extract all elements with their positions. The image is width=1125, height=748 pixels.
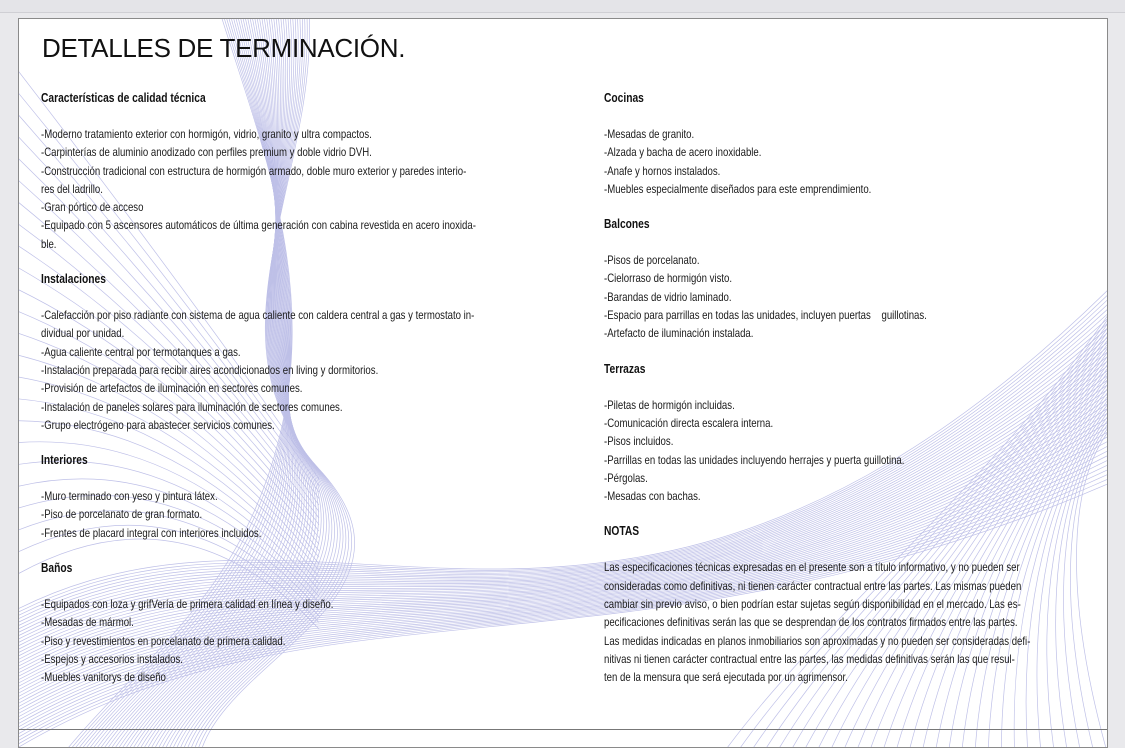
list-item: -Cielorraso de hormigón visto. [604, 271, 733, 286]
section-heading: Baños [41, 561, 73, 576]
list-item: -Anafe y hornos instalados. [604, 163, 721, 178]
page-bottom-rule [19, 729, 1108, 730]
item-list [41, 306, 541, 434]
list-item: -Carpinterías de aluminio anodizado con perfiles premium y doble vidrio DVH. [41, 145, 372, 160]
list-item: -Piletas de hormigón incluidas. [604, 397, 735, 412]
notes-line: cambiar sin previo aviso, o bien podrían estar sujetas según disponibilidad en el mercado. Las es- [604, 597, 1021, 612]
section-balcones [604, 217, 1084, 342]
section-instalaciones [41, 272, 541, 434]
list-item: ble. [41, 236, 57, 251]
section-heading: Interiores [41, 453, 88, 468]
list-item: -Muebles especialmente diseñados para este emprendimiento. [604, 181, 872, 196]
item-list [604, 251, 1084, 342]
list-item: -Construcción tradicional con estructura de hormigón armado, doble muro exterior y paredes interio- [41, 163, 467, 178]
list-item: -Comunicación directa escalera interna. [604, 415, 774, 430]
list-item: -Alzada y bacha de acero inoxidable. [604, 145, 762, 160]
item-list [41, 595, 541, 686]
page-title: DETALLES DE TERMINACIÓN. [42, 33, 406, 63]
section-heading: Instalaciones [41, 272, 106, 287]
document-page [18, 18, 1108, 748]
list-item: -Agua caliente central por termotanques a gas. [41, 344, 241, 359]
section-cocinas [604, 91, 1084, 198]
section-heading: Características de calidad técnica [41, 91, 206, 105]
notes-line: pecificaciones definitivas serán las que se desprendan de los contratos firmados entre las partes. [604, 615, 1018, 630]
list-item: -Moderno tratamiento exterior con hormigón, vidrio, granito y ultra compactos. [41, 127, 372, 141]
item-list [41, 487, 541, 542]
viewer-top-bar [0, 0, 1125, 13]
item-list [604, 396, 1084, 506]
section-heading: NOTAS [604, 524, 640, 539]
right-column [604, 91, 1084, 687]
notes-line: nitivas ni tienen carácter contractual entre las partes, las medidas definitivas serán las que resul- [604, 651, 1015, 666]
notes-lines [604, 558, 1084, 686]
list-item: -Provisión de artefactos de iluminación en sectores comunes. [41, 381, 303, 396]
list-item: -Piso y revestimientos en porcelanato de primera calidad. [41, 633, 286, 648]
section-terrazas [604, 362, 1084, 506]
list-item: dividual por unidad. [41, 326, 125, 341]
list-item: -Parrillas en todas las unidades incluyendo herrajes y puerta guillotina. [604, 452, 905, 467]
list-item: res del ladrillo. [41, 181, 103, 196]
list-item: -Calefacción por piso radiante con sistema de agua caliente con caldera central a gas y termostato in- [41, 308, 475, 323]
notes-line: Las especificaciones técnicas expresadas en el presente son a título informativo, y no pueden ser [604, 560, 1020, 575]
list-item: -Pérgolas. [604, 470, 648, 485]
list-item: -Grupo electrógeno para abastecer servicios comunes. [41, 417, 275, 432]
section-heading: Balcones [604, 217, 650, 232]
list-item: -Espejos y accesorios instalados. [41, 651, 183, 666]
left-column [41, 91, 541, 687]
list-item: -Barandas de vidrio laminado. [604, 289, 732, 304]
notes-line: Las medidas indicadas en planos inmobiliarios son aproximadas y no pueden ser consideradas defi- [604, 633, 1031, 648]
notes-line: consideradas como definitivas, ni tienen carácter contractual entre las partes. Las mismas pueden [604, 578, 1022, 593]
section-heading: Terrazas [604, 361, 646, 376]
list-item: -Pisos de porcelanato. [604, 253, 700, 268]
section-caracteristicas [41, 91, 541, 253]
list-item: -Equipado con 5 ascensores automáticos de última generación con cabina revestida en acero inoxida- [41, 218, 476, 233]
list-item: -Gran pórtico de acceso [41, 200, 144, 215]
list-item: -Artefacto de iluminación instalada. [604, 326, 754, 341]
list-item: -Instalación de paneles solares para iluminación de sectores comunes. [41, 399, 343, 414]
notes-line: ten de la mensura que será ejecutada por un agrimensor. [604, 670, 848, 685]
list-item: -Mesadas de mármol. [41, 615, 134, 630]
list-item: -Equipados con loza y grifVería de primera calidad en línea y diseño. [41, 597, 334, 612]
list-item: -Pisos incluidos. [604, 434, 674, 449]
list-item: -Mesadas con bachas. [604, 489, 701, 504]
list-item: -Piso de porcelanato de gran formato. [41, 507, 203, 522]
section-notas [604, 524, 1084, 686]
list-item: -Frentes de placard integral con interiores incluidos. [41, 525, 262, 540]
section-interiores [41, 453, 541, 542]
item-list [41, 125, 541, 253]
section-banos [41, 561, 541, 686]
list-item: -Mesadas de granito. [604, 127, 695, 141]
list-item: -Muebles vanitorys de diseño [41, 670, 166, 685]
list-item: -Muro terminado con yeso y pintura látex. [41, 489, 218, 504]
section-heading: Cocinas [604, 91, 644, 105]
list-item: -Instalación preparada para recibir aires acondicionados en living y dormitorios. [41, 362, 379, 377]
list-item: -Espacio para parrillas en todas las unidades, incluyen puertas guillotinas. [604, 308, 927, 323]
item-list [604, 125, 1084, 198]
